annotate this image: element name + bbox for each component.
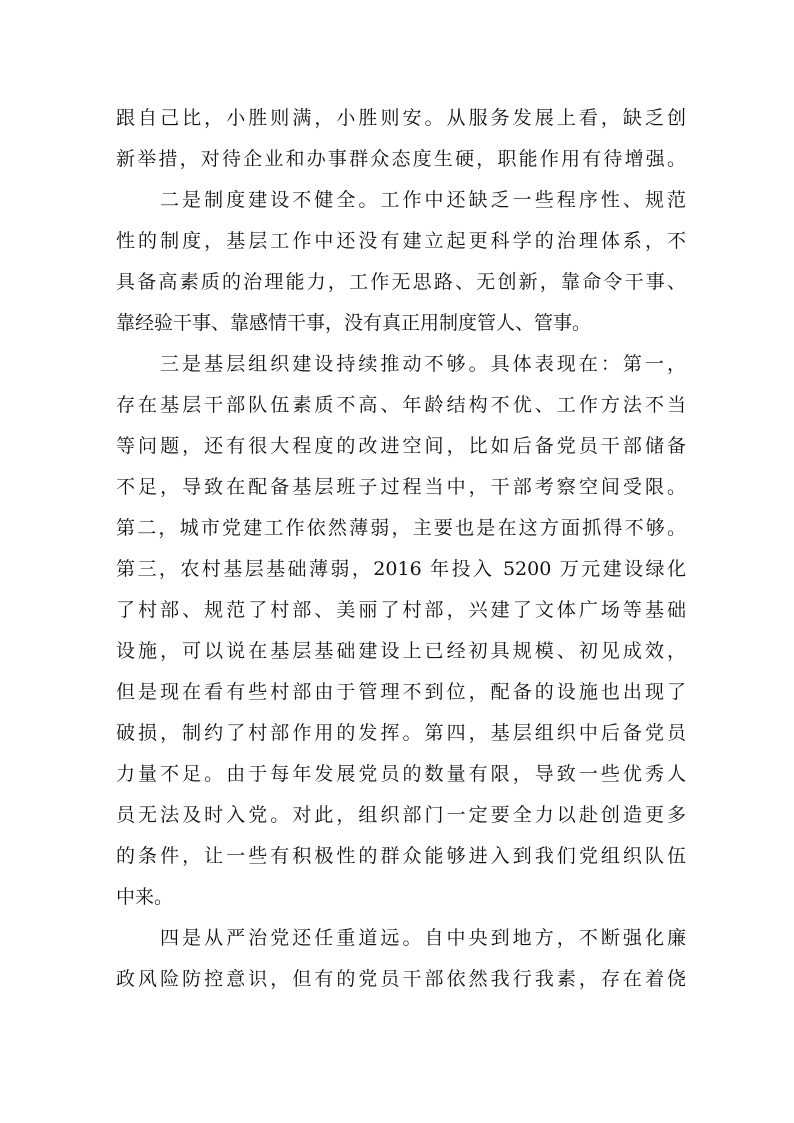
text-line: 力量不足。由于每年发展党员的数量有限，导致一些优秀人 [116,763,686,785]
text-line: 的条件，让一些有积极性的群众能够进入到我们党组织队伍 [116,845,686,867]
text-line: 破损，制约了村部作用的发挥。第四，基层组织中后备党员 [116,722,686,744]
text-line: 了村部、规范了村部、美丽了村部，兴建了文体广场等基础 [116,599,686,621]
text-line: 等问题，还有很大程度的改进空间，比如后备党员干部储备 [116,435,686,457]
paragraph-start-line: 二是制度建设不健全。工作中还缺乏一些程序性、规范 [160,189,686,211]
text-line: 具备高素质的治理能力，工作无思路、无创新，靠命令干事、 [116,271,686,293]
text-line: 第二，城市党建工作依然薄弱，主要也是在这方面抓得不够。 [116,517,686,539]
text-line: 不足，导致在配备基层班子过程当中，干部考察空间受限。 [116,476,686,498]
paragraph-start-line: 四是从严治党还任重道远。自中央到地方，不断强化廉 [160,927,686,949]
text-line: 但是现在看有些村部由于管理不到位，配备的设施也出现了 [116,681,686,703]
paragraph-end-line: 中来。 [116,886,174,908]
text-line: 新举措，对待企业和办事群众态度生硬，职能作用有待增强。 [116,148,686,170]
text-line: 第三，农村基层基础薄弱，2016 年投入 5200 万元建设绿化 [116,558,686,580]
text-line: 员无法及时入党。对此，组织部门一定要全力以赴创造更多 [116,804,686,826]
text-line: 性的制度，基层工作中还没有建立起更科学的治理体系，不 [116,230,686,252]
text-line: 存在基层干部队伍素质不高、年龄结构不优、工作方法不当 [116,394,686,416]
paragraph-end-line: 靠经验干事、靠感情干事，没有真正用制度管人、管事。 [116,312,592,334]
paragraph-start-line: 三是基层组织建设持续推动不够。具体表现在：第一， [160,353,686,375]
text-line: 跟自己比，小胜则满，小胜则安。从服务发展上看，缺乏创 [116,107,686,129]
text-line: 设施，可以说在基层基础建设上已经初具规模、初见成效， [116,640,686,662]
text-line: 政风险防控意识，但有的党员干部依然我行我素，存在着侥 [116,968,686,990]
